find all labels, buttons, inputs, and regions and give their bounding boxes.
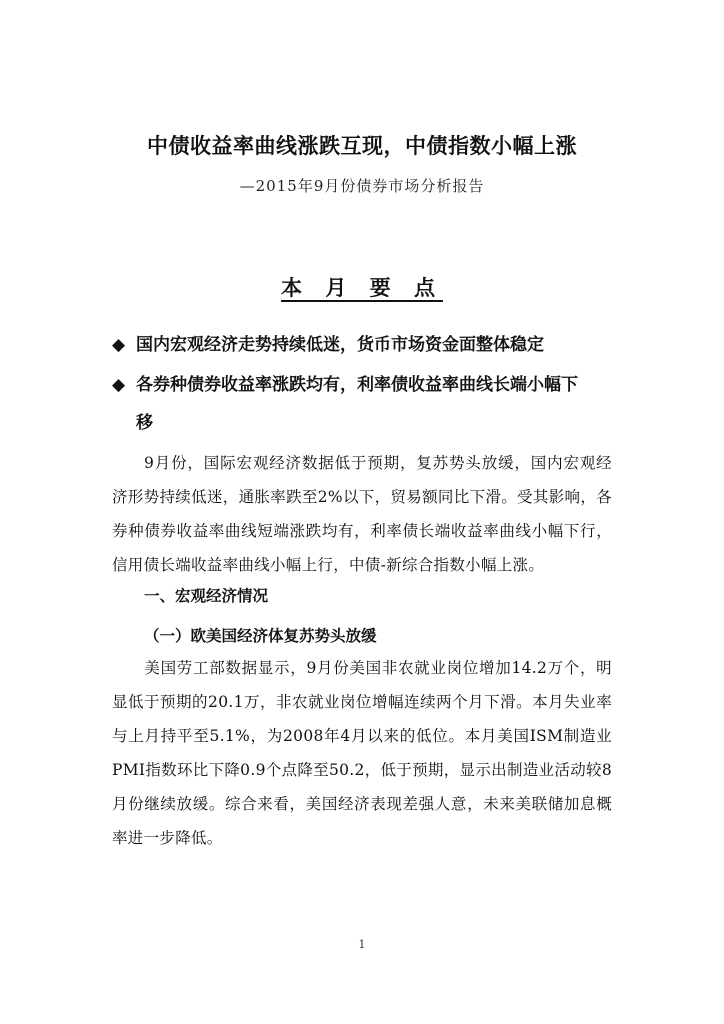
section-heading-text: 本 月 要 点 <box>281 276 443 300</box>
diamond-bullet-icon: ◆ <box>112 335 126 355</box>
highlight-bullet-2-text: 各券种债券收益率涨跌均有，利率债收益率曲线长端小幅下 <box>136 375 578 395</box>
report-subtitle: —2015年9月份债券市场分析报告 <box>239 177 485 195</box>
highlight-bullet-2 <box>112 366 612 442</box>
highlight-bullet-1-text: 国内宏观经济走势持续低迷，货币市场资金面整体稳定 <box>136 335 544 355</box>
summary-paragraph <box>112 446 612 582</box>
heading-us-europe-recovery: （一）欧美国经济体复苏势头放缓 <box>144 627 377 645</box>
body-paragraph-us-economy-text: 美国劳工部数据显示，9月份美国非农就业岗位增加14.2万个，明显低于预期的20.1万，非农就业岗位增幅连续两个月下滑。本月失业率与上月持平至5.1%，为2008年4月以来的低位。本月美国ISM制造业PMI指数环比下降0.9个点降至50.2，低于预期，显示出制造业活动较8月份继续放缓。综合来看，美国经济表现差强人意，未来美联储加息概率进一步降低。 <box>112 659 612 847</box>
highlight-bullet-1 <box>112 326 612 364</box>
heading-macro-economy: 一、宏观经济情况 <box>144 587 269 605</box>
body-paragraph-us-economy <box>112 651 612 855</box>
highlight-bullet-2-continuation: 移 <box>136 413 153 433</box>
summary-paragraph-text: 9月份，国际宏观经济数据低于预期，复苏势头放缓，国内宏观经济形势持续低迷，通胀率跌至2%以下，贸易额同比下滑。受其影响，各券种债券收益率曲线短端涨跌均有，利率债长端收益率曲线小幅下行，信用债长端收益率曲线小幅上行，中债-新综合指数小幅上涨。 <box>112 454 612 574</box>
section-heading-highlights <box>0 272 724 302</box>
diamond-bullet-icon: ◆ <box>112 375 126 395</box>
page-number: 1 <box>358 938 366 951</box>
report-title: 中债收益率曲线涨跌互现，中债指数小幅上涨 <box>147 134 577 158</box>
